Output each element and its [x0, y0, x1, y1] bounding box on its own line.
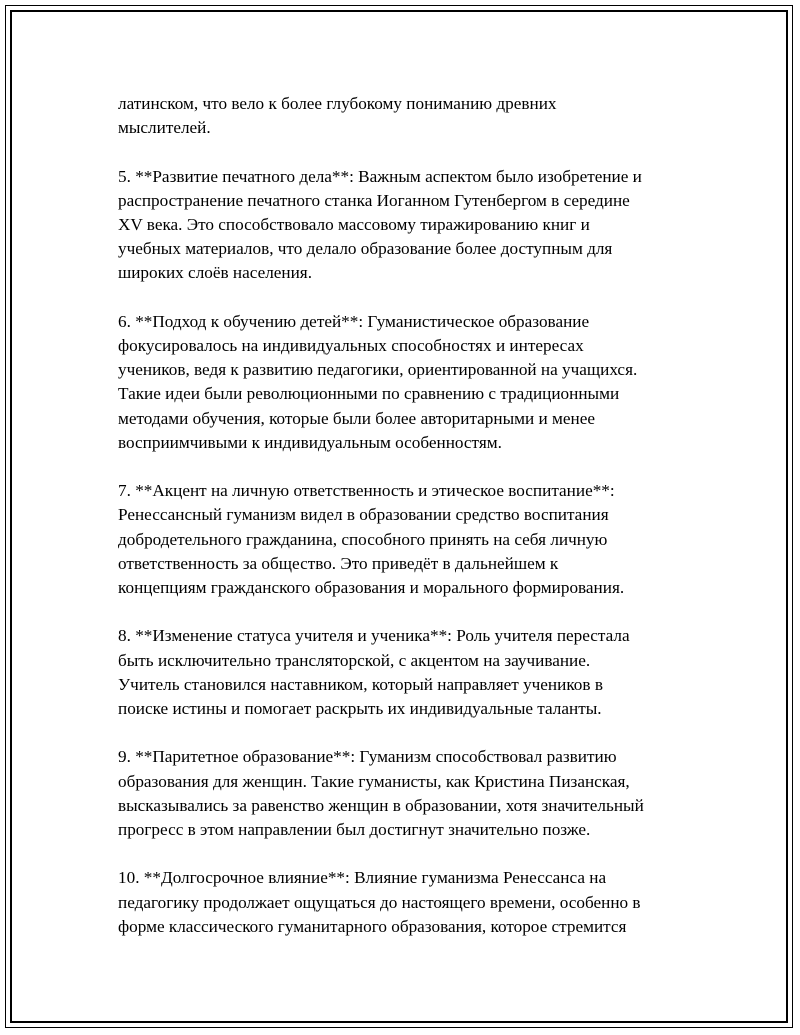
paragraph-item-10: 10. **Долгосрочное влияние**: Влияние гуманизма Ренессанса на педагогику продолжает ощущаться до настоящего времени, особенно в форме классического гуманитарного образования, которое стремится	[118, 868, 641, 936]
paragraph-item-6: 6. **Подход к обучению детей**: Гуманистическое образование фокусировалось на индивидуальных способностях и интересах учеников, ведя к развитию педагогики, ориентированной на учащихся. Такие идеи были революционными по сравнению с традиционными методами обучения, которые были более авторитарными и менее восприимчивыми к индивидуальным особенностям.	[118, 311, 638, 452]
paragraph-continuation: латинском, что вело к более глубокому пониманию древних мыслителей.	[118, 94, 557, 138]
paragraph-item-7: 7. **Акцент на личную ответственность и этическое воспитание**: Ренессансный гуманизм видел в образовании средство воспитания добродетельного гражданина, способного принять на себя личную ответственность за общество. Это приведёт в дальнейшем к концепциям гражданского образования и морального формирования.	[118, 481, 625, 598]
paragraph-item-5: 5. **Развитие печатного дела**: Важным аспектом было изобретение и распространение печатного станка Иоганном Гутенбергом в середине XV века. Это способствовало массовому тиражированию книг и учебных материалов, что делало образование более доступным для широких слоёв населения.	[118, 166, 642, 283]
document-body	[118, 92, 698, 963]
paragraph-item-9: 9. **Паритетное образование**: Гуманизм способствовал развитию образования для женщин. Такие гуманисты, как Кристина Пизанская, высказывались за равенство женщин в образовании, хотя значительный прогресс в этом направлении был достигнут значительно позже.	[118, 747, 644, 840]
paragraph-item-8: 8. **Изменение статуса учителя и ученика**: Роль учителя перестала быть исключительно трансляторской, с акцентом на заучивание. Учитель становился наставником, который направляет учеников в поиске истины и помогает раскрыть их индивидуальные таланты.	[118, 626, 630, 719]
